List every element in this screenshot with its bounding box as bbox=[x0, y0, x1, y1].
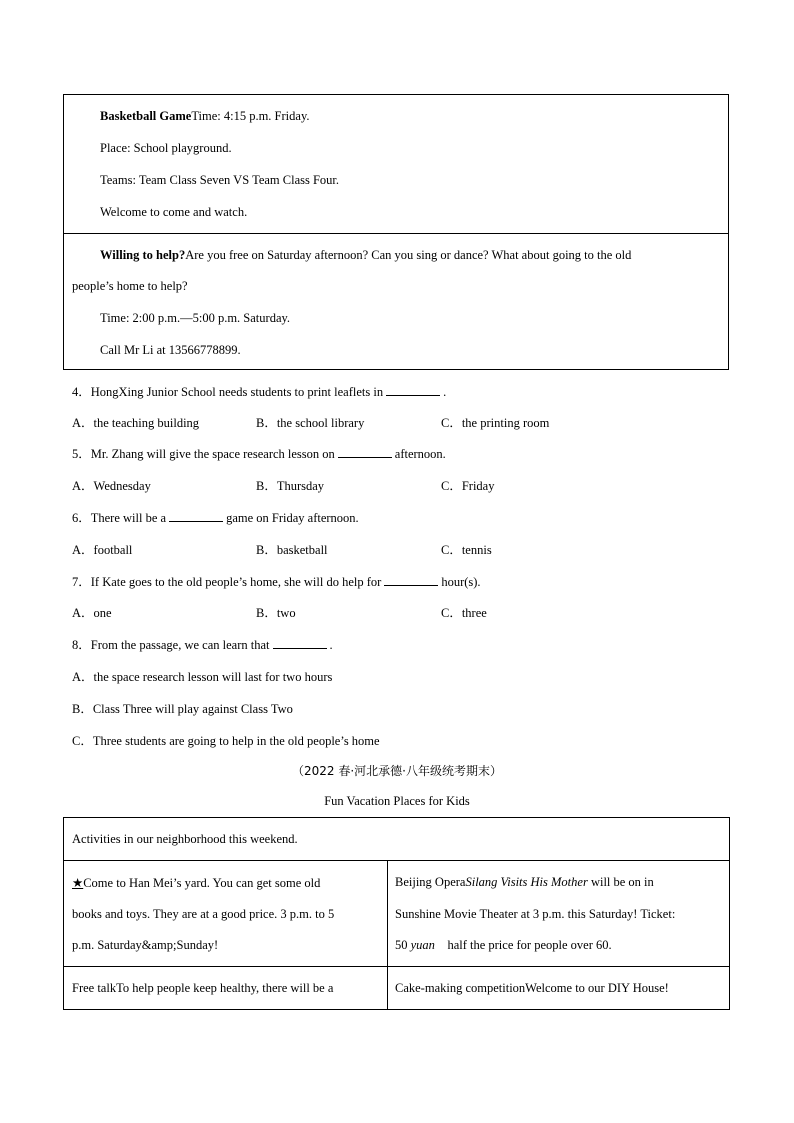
q8-end: . bbox=[329, 638, 333, 652]
q6-option-c: C．tennis bbox=[441, 543, 492, 557]
q4-stem: 4．HongXing Junior School needs students to print leaflets in bbox=[72, 385, 384, 399]
cell2-line2: Sunshine Movie Theater at 3 p.m. this Saturday! Ticket: bbox=[395, 907, 676, 921]
q6-end: game on Friday afternoon. bbox=[226, 511, 359, 525]
table-row-divider-1 bbox=[64, 860, 729, 861]
q8-stem: 8．From the passage, we can learn that bbox=[72, 638, 270, 652]
basketball-title: Basketball Game bbox=[100, 109, 192, 123]
q8-blank bbox=[273, 636, 327, 649]
cell1-line3: p.m. Saturday&amp;Sunday! bbox=[72, 938, 219, 952]
help-text1: Are you free on Saturday afternoon? Can you sing or dance? What about going to the old bbox=[185, 248, 632, 262]
table-row-divider-2 bbox=[64, 966, 729, 967]
q6-option-a: A．football bbox=[72, 543, 133, 557]
question-7 bbox=[72, 572, 481, 590]
q7-blank bbox=[384, 573, 438, 586]
basketball-place: Place: School playground. bbox=[100, 141, 232, 155]
cell2-discount: half the price for people over 60. bbox=[434, 938, 612, 952]
q4-option-c: C．the printing room bbox=[441, 416, 550, 430]
notice-divider bbox=[64, 233, 728, 234]
question-5 bbox=[72, 444, 446, 462]
question-8 bbox=[72, 635, 333, 653]
help-title: Willing to help? bbox=[100, 248, 186, 262]
cell2-line3 bbox=[395, 938, 612, 953]
q5-stem: 5．Mr. Zhang will give the space research lesson on bbox=[72, 447, 335, 461]
q7-option-a: A．one bbox=[72, 606, 112, 620]
table-header: Activities in our neighborhood this weekend. bbox=[72, 832, 298, 846]
passage-title: Fun Vacation Places for Kids bbox=[324, 794, 470, 808]
help-call: Call Mr Li at 13566778899. bbox=[100, 343, 241, 357]
q4-option-a: A．the teaching building bbox=[72, 416, 200, 430]
help-notice-heading bbox=[100, 248, 631, 263]
cell2-line1 bbox=[395, 875, 654, 890]
q6-stem: 6．There will be a bbox=[72, 511, 167, 525]
q5-blank bbox=[338, 445, 392, 458]
basketball-time: Time: 4:15 p.m. Friday. bbox=[191, 109, 310, 123]
q8-option-a: A．the space research lesson will last for two hours bbox=[72, 670, 333, 684]
q6-option-b: B．basketball bbox=[256, 543, 328, 557]
q8-option-c: C．Three students are going to help in the old people’s home bbox=[72, 734, 380, 748]
q5-end: afternoon. bbox=[394, 447, 446, 461]
cell1-line2: books and toys. They are at a good price. 3 p.m. to 5 bbox=[72, 907, 335, 921]
help-text2: people’s home to help? bbox=[72, 279, 188, 293]
q4-option-b: B．the school library bbox=[256, 416, 365, 430]
q5-option-c: C．Friday bbox=[441, 479, 495, 493]
cell4-text: Cake-making competitionWelcome to our DIY House! bbox=[395, 981, 669, 995]
question-6 bbox=[72, 508, 359, 526]
q4-end: . bbox=[443, 385, 447, 399]
cell2-pre: Beijing Opera bbox=[395, 875, 466, 889]
question-4 bbox=[72, 382, 446, 400]
cell1-text1: Come to Han Mei’s yard. You can get some old bbox=[83, 876, 321, 890]
q7-option-c: C．three bbox=[441, 606, 487, 620]
basketball-teams: Teams: Team Class Seven VS Team Class Four. bbox=[100, 173, 340, 187]
q4-blank bbox=[386, 383, 440, 396]
cell3-text: Free talkTo help people keep healthy, there will be a bbox=[72, 981, 334, 995]
cell2-yuan: yuan bbox=[410, 938, 435, 952]
q8-option-b: B．Class Three will play against Class Two bbox=[72, 702, 293, 716]
q5-option-a: A．Wednesday bbox=[72, 479, 151, 493]
help-time: Time: 2:00 p.m.—5:00 p.m. Saturday. bbox=[100, 311, 291, 325]
cell2-price: 50 bbox=[395, 938, 411, 952]
q7-end: hour(s). bbox=[441, 575, 481, 589]
star-icon: ★ bbox=[72, 876, 84, 890]
q5-option-b: B．Thursday bbox=[256, 479, 325, 493]
q6-blank bbox=[169, 509, 223, 522]
exam-source: （2022 春·河北承德·八年级统考期末） bbox=[292, 764, 502, 778]
table-column-divider bbox=[387, 860, 388, 1009]
cell2-post: will be on in bbox=[587, 875, 654, 889]
basketball-notice-heading bbox=[100, 109, 310, 124]
cell2-opera-title: Silang Visits His Mother bbox=[465, 875, 588, 889]
q7-stem: 7．If Kate goes to the old people’s home, she will do help for bbox=[72, 575, 382, 589]
basketball-welcome: Welcome to come and watch. bbox=[100, 205, 248, 219]
q7-option-b: B．two bbox=[256, 606, 296, 620]
cell1-line1 bbox=[72, 875, 320, 891]
notice-box bbox=[63, 94, 729, 370]
